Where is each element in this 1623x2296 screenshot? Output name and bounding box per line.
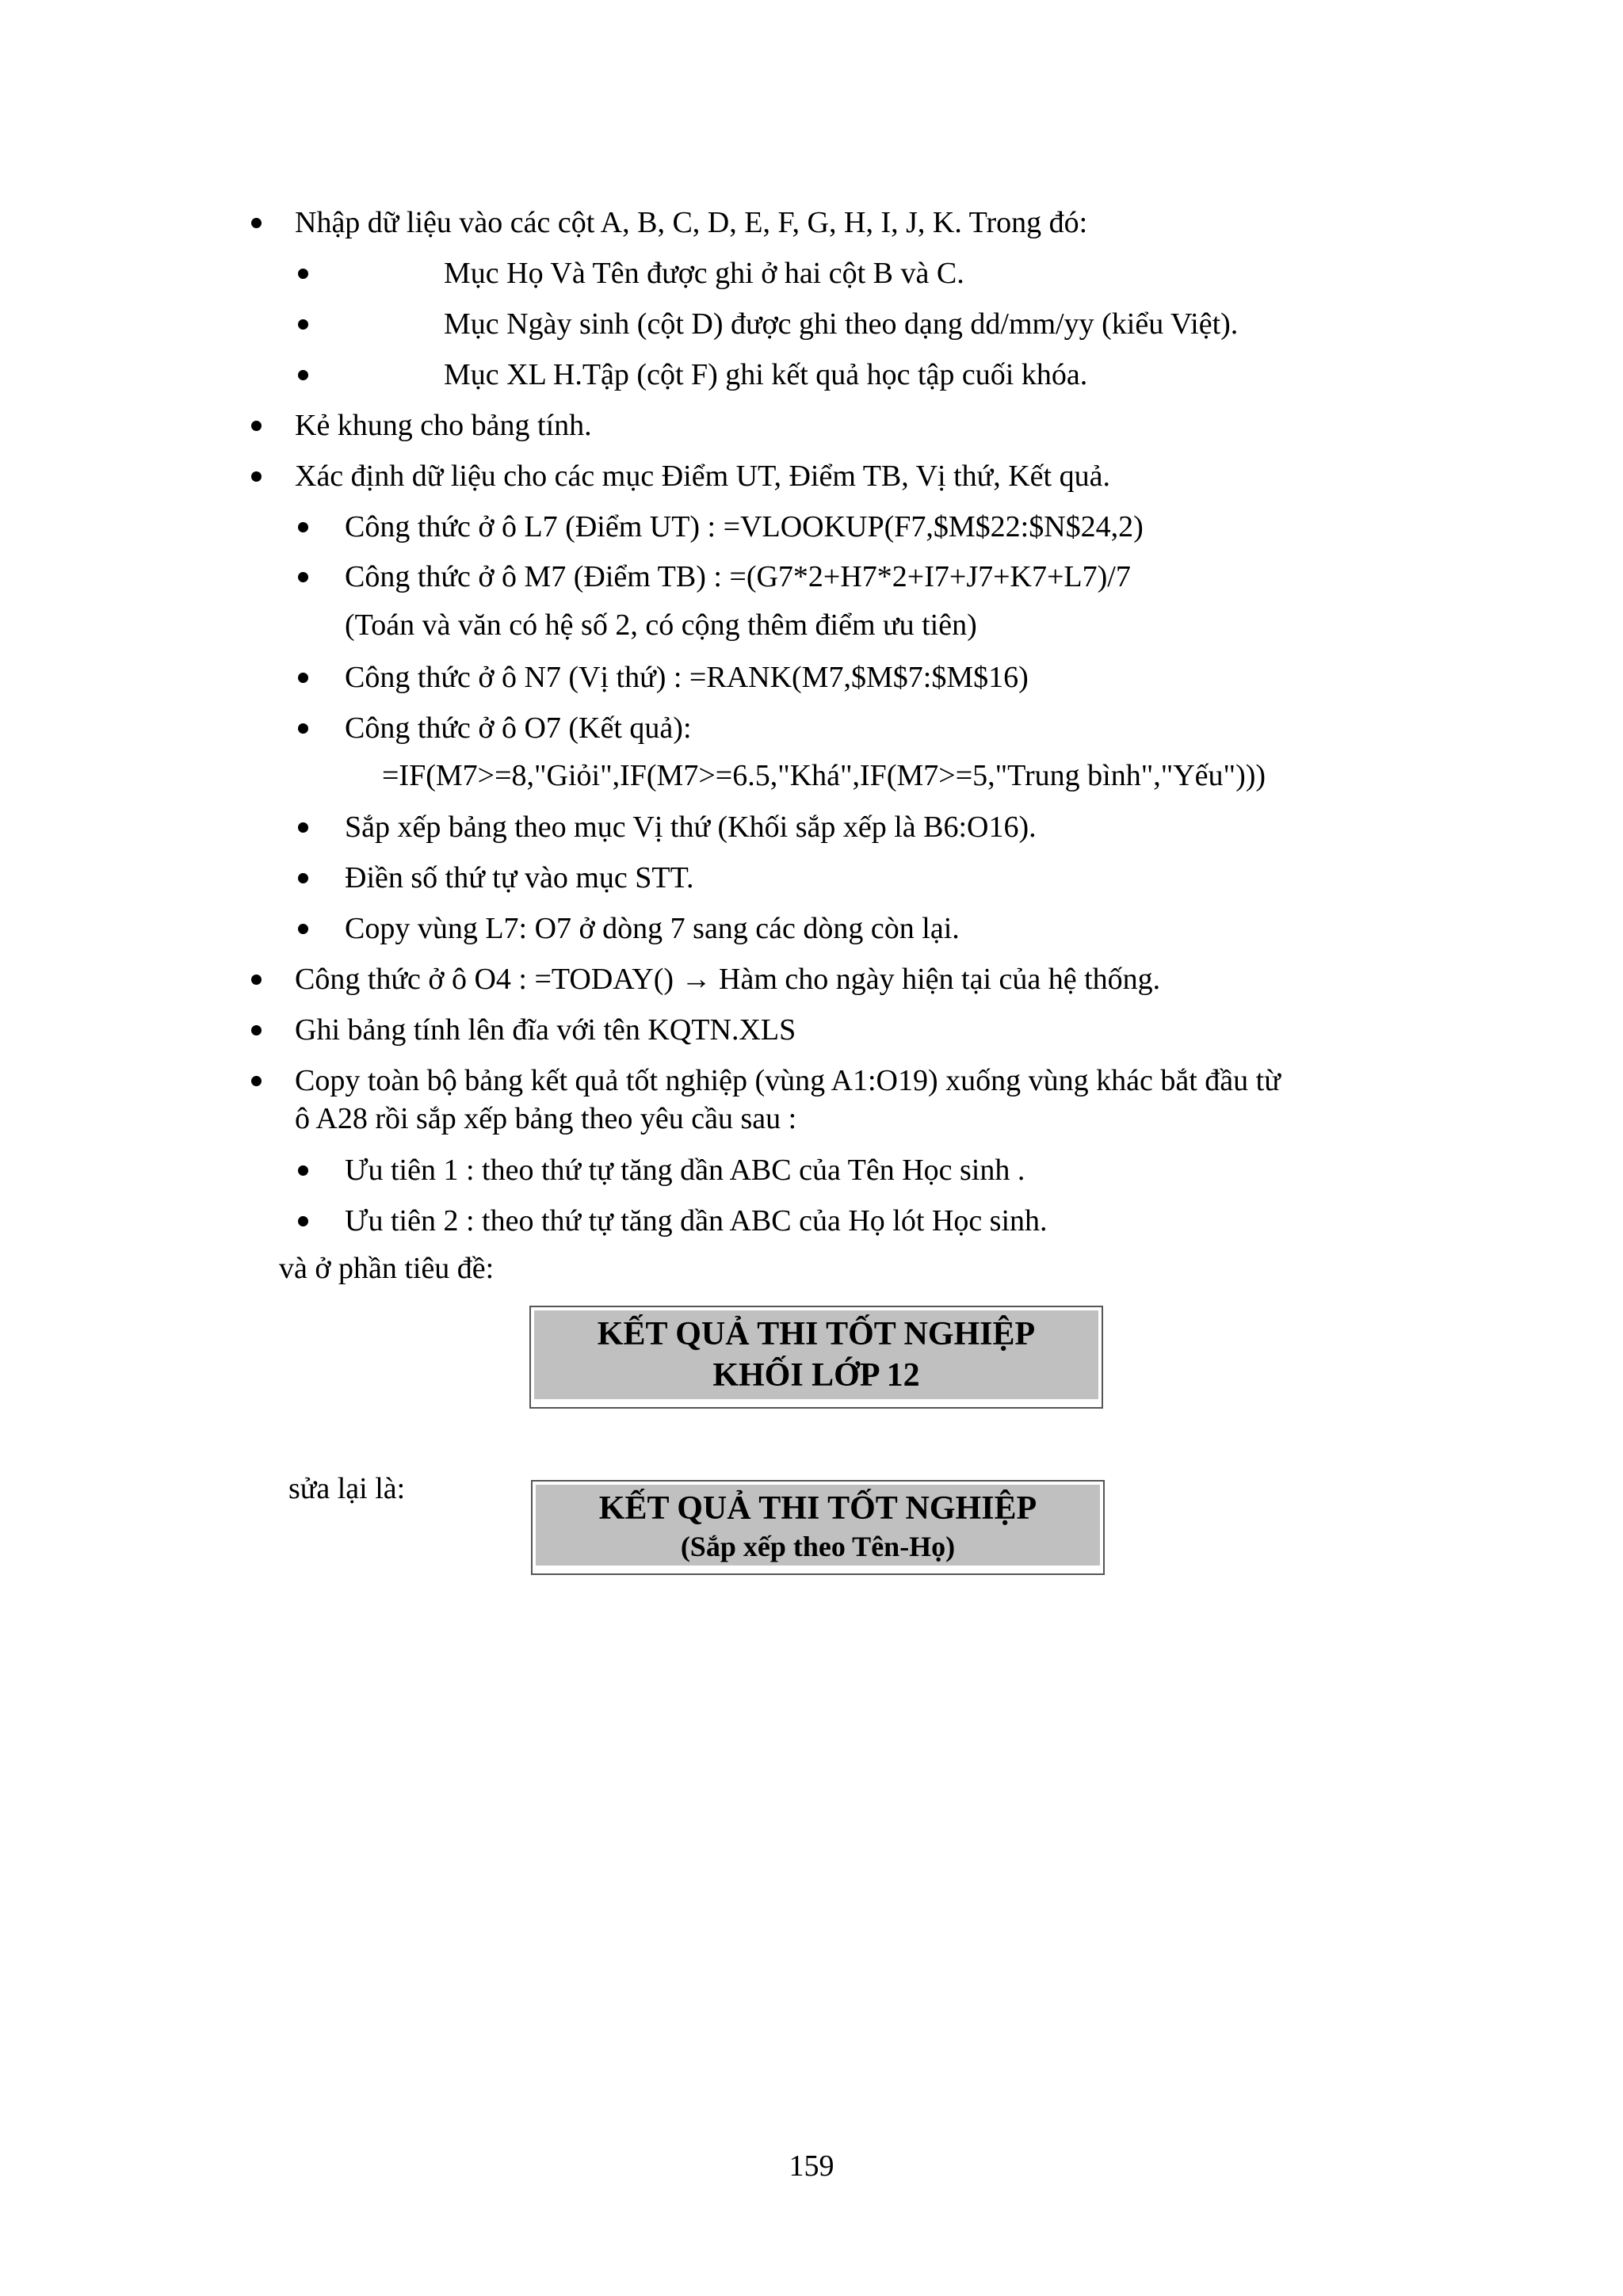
instruction-text: Copy vùng L7: O7 ở dòng 7 sang các dòng còn lại. — [345, 912, 960, 945]
title-subtitle: KHỐI LỚP 12 — [712, 1357, 920, 1394]
instruction-text: Mục Ngày sinh (cột D) được ghi theo dạng dd/mm/yy (kiểu Việt). — [444, 307, 1239, 341]
formula-text: Công thức ở ô N7 (Vị thứ) : =RANK(M7,$M$7:$M$16) — [345, 661, 1029, 694]
title-box-fill — [534, 1310, 1098, 1399]
bullet — [298, 1216, 308, 1226]
bullet — [298, 873, 308, 883]
instruction-text: Điền số thứ tự vào mục STT. — [345, 861, 694, 894]
instruction-text: Kẻ khung cho bảng tính. — [295, 409, 592, 442]
bullet — [298, 522, 308, 532]
instruction-text: sửa lại là: — [288, 1472, 406, 1505]
instruction-text: Nhập dữ liệu vào các cột A, B, C, D, E, F, G, H, I, J, K. Trong đó: — [295, 206, 1088, 239]
bullet — [298, 822, 308, 833]
page-number: 159 — [789, 2149, 834, 2183]
bullet — [298, 673, 308, 683]
bullet — [298, 572, 308, 582]
formula-text: =IF(M7>=8,"Giỏi",IF(M7>=6.5,"Khá",IF(M7>=5,"Trung bình","Yếu"))) — [382, 759, 1266, 792]
bullet — [298, 1165, 308, 1176]
title-box-revised — [531, 1480, 1105, 1575]
title-main: KẾT QUẢ THI TỐT NGHIỆP — [597, 1316, 1036, 1352]
bullet — [298, 723, 308, 734]
note-text: (Toán và văn có hệ số 2, có cộng thêm điểm ưu tiên) — [345, 608, 977, 642]
bullet — [298, 269, 308, 279]
instruction-text: Copy toàn bộ bảng kết quả tốt nghiệp (vùng A1:O19) xuống vùng khác bắt đầu từ — [295, 1064, 1281, 1097]
bullet — [251, 974, 262, 985]
instruction-text: Mục Họ Và Tên được ghi ở hai cột B và C. — [444, 257, 964, 290]
formula-text: Công thức ở ô O4 : =TODAY() → Hàm cho ngày hiện tại của hệ thống. — [295, 963, 1161, 996]
title-main: KẾT QUẢ THI TỐT NGHIỆP — [598, 1490, 1037, 1527]
bullet — [298, 924, 308, 934]
formula-text: Công thức ở ô O7 (Kết quả): — [345, 711, 692, 745]
instruction-text: Ưu tiên 1 : theo thứ tự tăng dần ABC của Tên Học sinh . — [345, 1154, 1025, 1187]
bullet — [251, 1076, 262, 1086]
formula-text: Công thức ở ô M7 (Điểm TB) : =(G7*2+H7*2+I7+J7+K7+L7)/7 — [345, 560, 1131, 593]
bullet — [251, 1025, 262, 1035]
instruction-text: Xác định dữ liệu cho các mục Điểm UT, Điểm TB, Vị thứ, Kết quả. — [295, 460, 1110, 493]
instruction-text: Ghi bảng tính lên đĩa với tên KQTN.XLS — [295, 1013, 796, 1047]
instruction-text: và ở phần tiêu đề: — [279, 1252, 495, 1285]
title-box-fill — [536, 1485, 1100, 1566]
instruction-text: ô A28 rồi sắp xếp bảng theo yêu cầu sau : — [295, 1102, 797, 1135]
bullet — [251, 421, 262, 431]
instruction-text: Ưu tiên 2 : theo thứ tự tăng dần ABC của Họ lót Học sinh. — [345, 1204, 1048, 1238]
formula-text: Công thức ở ô L7 (Điểm UT) : =VLOOKUP(F7,$M$22:$N$24,2) — [345, 510, 1144, 543]
title-subtitle: (Sắp xếp theo Tên-Họ) — [680, 1531, 956, 1562]
instruction-text: Sắp xếp bảng theo mục Vị thứ (Khối sắp xếp là B6:O16). — [345, 810, 1037, 844]
bullet — [251, 471, 262, 482]
bullet — [251, 218, 262, 228]
bullet — [298, 370, 308, 380]
instruction-text: Mục XL H.Tập (cột F) ghi kết quả học tập cuối khóa. — [444, 358, 1088, 391]
title-box-original — [529, 1306, 1103, 1409]
bullet — [298, 319, 308, 330]
